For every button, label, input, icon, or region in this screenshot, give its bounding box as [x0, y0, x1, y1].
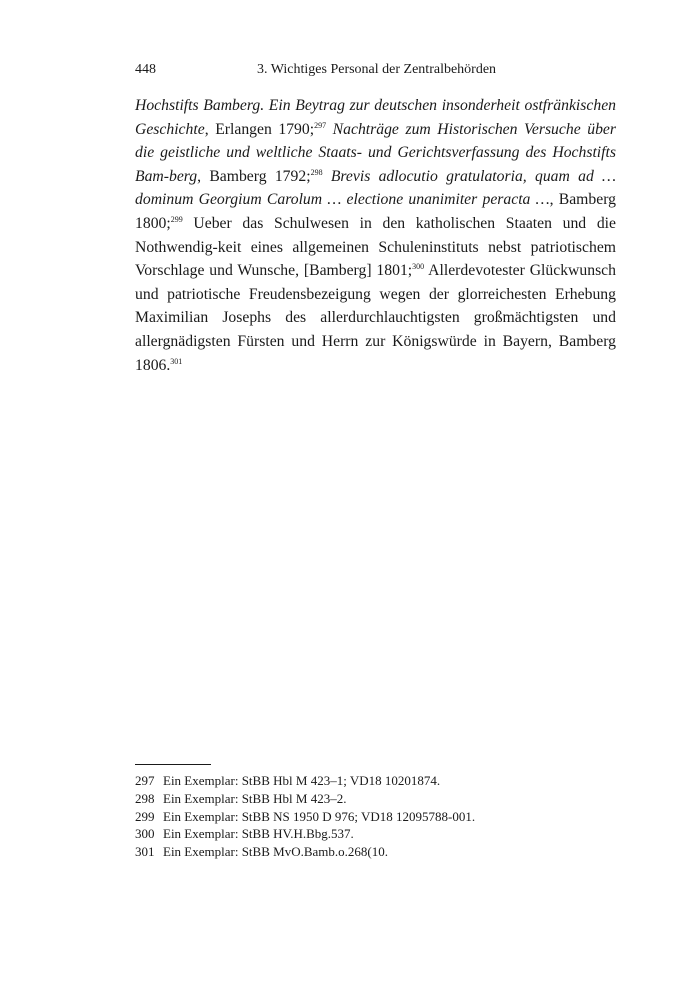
footnote-ref-298[interactable]: 298 — [310, 167, 323, 177]
footnote-ref-301[interactable]: 301 — [170, 356, 183, 366]
footnote-ref-300[interactable]: 300 — [412, 262, 425, 272]
footnote-number: 301 — [135, 844, 155, 860]
footnote-299 — [135, 808, 616, 826]
footnote-ref-297[interactable]: 297 — [314, 120, 327, 130]
running-header — [135, 62, 616, 82]
footnote-text: Ein Exemplar: StBB Hbl M 423–1; VD18 10201874. — [163, 773, 441, 788]
publication-info: , Bamberg 1800; — [135, 191, 616, 232]
footnote-text: Ein Exemplar: StBB Hbl M 423–2. — [163, 790, 347, 806]
book-title-hochstifts: Hochstifts Bamberg. Ein Beytrag zur deutschen insonderheit ostfränkischen Geschichte — [135, 97, 616, 138]
footnote-ref-299[interactable]: 299 — [170, 214, 183, 224]
footnote-300 — [135, 825, 616, 843]
publication-info: , Erlangen 1790; — [204, 120, 315, 138]
footnote-298 — [135, 790, 616, 808]
footnote-number: 298 — [135, 790, 155, 806]
text-segment — [323, 168, 331, 185]
footnote-text: Ein Exemplar: StBB NS 1950 D 976; VD18 12095788-001. — [163, 808, 476, 824]
text-segment: Ueber das Schulwesen in den katholischen Staaten und die Nothwendig-keit eines allgemeinen Schuleninstituts nebst patriotischem Vorschlage und Wunsche, [Bamberg] 1801; — [135, 214, 616, 280]
book-title-nachtraege: Nachträge zum Historischen Versuche über die geistliche und weltliche Staats- und Gerichtsverfassung des Hochstifts Bam-berg — [135, 120, 616, 185]
footnote-number: 299 — [135, 808, 155, 824]
text-segment: Allerdevotester Glückwunsch und patriotische Freudensbezeigung wegen der glorreichesten Erhebung Maximilian Josephs des allerdurchlauchtigsten großmächtigsten und allergnädigsten Fürsten und Herrn zur Königswürde in Bayern, Bamberg 1806. — [135, 262, 616, 374]
footnote-text: Ein Exemplar: StBB MvO.Bamb.o.268(10. — [163, 844, 388, 860]
publication-info: , Bamberg 1792; — [197, 167, 311, 185]
footnote-text: Ein Exemplar: StBB HV.H.Bbg.537. — [163, 826, 354, 842]
footnote-divider — [135, 764, 211, 765]
footnotes — [135, 772, 616, 861]
chapter-title: 3. Wichtiges Personal der Zentralbehörden — [257, 62, 497, 77]
page-number: 448 — [135, 62, 156, 77]
footnote-301 — [135, 843, 616, 861]
book-title-brevis: Brevis adlocutio gratulatoria, quam ad … dominum Georgium Carolum … electione unanimiter peracta … — [135, 167, 617, 209]
footnote-number: 300 — [135, 826, 155, 842]
footnote-number: 297 — [135, 773, 155, 788]
body-paragraph — [135, 94, 616, 377]
footnote-297 — [135, 772, 616, 790]
